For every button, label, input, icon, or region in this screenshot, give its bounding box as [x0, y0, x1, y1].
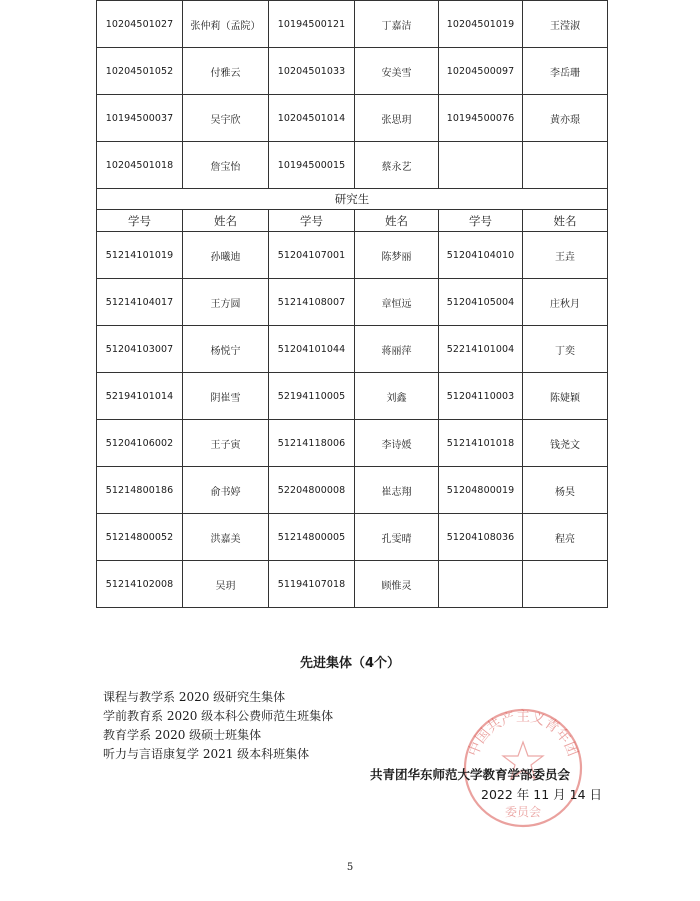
student-name: 章恒远	[355, 279, 439, 326]
student-name: 蔡永艺	[355, 142, 439, 189]
table-row	[97, 420, 608, 467]
student-id: 10194500076	[439, 95, 523, 142]
student-id: 51204101044	[269, 326, 355, 373]
student-id: 10204501052	[97, 48, 183, 95]
table-row	[97, 1, 608, 48]
student-name: 陈梦丽	[355, 232, 439, 279]
svg-text:委员会: 委员会	[504, 805, 542, 819]
student-id: 51204105004	[439, 279, 523, 326]
student-id: 10194500015	[269, 142, 355, 189]
student-name: 付雅云	[183, 48, 269, 95]
student-name: 张仲莉（孟院）	[183, 1, 269, 48]
student-id: 51204103007	[97, 326, 183, 373]
student-id: 10194500121	[269, 1, 355, 48]
student-id: 51214101018	[439, 420, 523, 467]
student-id: 10204501033	[269, 48, 355, 95]
student-name: 阴崔雪	[183, 373, 269, 420]
table-row	[97, 514, 608, 561]
student-id: 10204500097	[439, 48, 523, 95]
student-name: 陈婕颖	[523, 373, 608, 420]
student-id	[439, 561, 523, 608]
student-id: 10194500037	[97, 95, 183, 142]
student-id: 51204800019	[439, 467, 523, 514]
student-name: 詹宝怡	[183, 142, 269, 189]
student-id: 51214800005	[269, 514, 355, 561]
collective-list	[103, 688, 333, 764]
student-name: 李诗媛	[355, 420, 439, 467]
collective-item: 教育学系 2020 级硕士班集体	[103, 728, 262, 742]
student-name: 庄秋月	[523, 279, 608, 326]
student-name: 王垚	[523, 232, 608, 279]
student-id: 51204110003	[439, 373, 523, 420]
student-name: 洪嘉美	[183, 514, 269, 561]
student-name: 孙曦迪	[183, 232, 269, 279]
header-row	[97, 210, 608, 232]
header-name: 姓名	[523, 210, 608, 232]
student-name: 黄亦璟	[523, 95, 608, 142]
issue-date: 2022 年 11 月 14 日	[481, 787, 602, 802]
student-name: 王方圆	[183, 279, 269, 326]
student-name: 孔雯晴	[355, 514, 439, 561]
student-name: 顾惟灵	[355, 561, 439, 608]
student-id: 51214104017	[97, 279, 183, 326]
issuer-signature: 共青团华东师范大学教育学部委员会	[370, 767, 571, 782]
student-id: 51204108036	[439, 514, 523, 561]
section-label: 研究生	[97, 189, 608, 210]
student-name: 钱尧文	[523, 420, 608, 467]
roster-table	[96, 0, 608, 608]
student-name: 杨昊	[523, 467, 608, 514]
student-name: 吴玥	[183, 561, 269, 608]
student-id: 51214108007	[269, 279, 355, 326]
student-name	[523, 561, 608, 608]
student-name: 刘鑫	[355, 373, 439, 420]
official-seal-icon	[458, 690, 588, 830]
student-id	[439, 142, 523, 189]
student-id: 51214102008	[97, 561, 183, 608]
collective-item: 课程与教学系 2020 级研究生集体	[103, 690, 286, 704]
student-name: 丁嘉洁	[355, 1, 439, 48]
student-id: 10204501019	[439, 1, 523, 48]
student-name: 王滢淑	[523, 1, 608, 48]
student-id: 51204104010	[439, 232, 523, 279]
student-id: 52204800008	[269, 467, 355, 514]
student-id: 51204106002	[97, 420, 183, 467]
student-name: 蒋丽萍	[355, 326, 439, 373]
student-name: 张思玥	[355, 95, 439, 142]
student-name: 安美雪	[355, 48, 439, 95]
collective-item: 听力与言语康复学 2021 级本科班集体	[103, 747, 310, 761]
collective-item: 学前教育系 2020 级本科公费师范生班集体	[103, 709, 334, 723]
student-id: 52214101004	[439, 326, 523, 373]
student-name: 吴宇欣	[183, 95, 269, 142]
student-name: 李岳珊	[523, 48, 608, 95]
student-id: 51214800052	[97, 514, 183, 561]
table-row	[97, 279, 608, 326]
student-id: 10204501018	[97, 142, 183, 189]
student-id: 51214118006	[269, 420, 355, 467]
header-name: 姓名	[183, 210, 269, 232]
student-id: 10204501014	[269, 95, 355, 142]
student-id: 52194101014	[97, 373, 183, 420]
table-row	[97, 48, 608, 95]
section-row	[97, 189, 608, 210]
table-row	[97, 142, 608, 189]
student-name: 王子寅	[183, 420, 269, 467]
student-name: 丁奕	[523, 326, 608, 373]
table-row	[97, 373, 608, 420]
table-row	[97, 95, 608, 142]
header-student-id: 学号	[269, 210, 355, 232]
student-name: 程亮	[523, 514, 608, 561]
student-id: 52194110005	[269, 373, 355, 420]
student-name: 俞书婷	[183, 467, 269, 514]
student-id: 51204107001	[269, 232, 355, 279]
student-name: 杨悦宁	[183, 326, 269, 373]
student-id: 10204501027	[97, 1, 183, 48]
collective-title: 先进集体（4个）	[299, 656, 401, 671]
header-student-id: 学号	[439, 210, 523, 232]
student-name: 崔志翔	[355, 467, 439, 514]
table-row	[97, 326, 608, 373]
student-name	[523, 142, 608, 189]
student-id: 51214800186	[97, 467, 183, 514]
student-id: 51194107018	[269, 561, 355, 608]
header-name: 姓名	[355, 210, 439, 232]
page-number: 5	[346, 862, 354, 873]
header-student-id: 学号	[97, 210, 183, 232]
student-id: 51214101019	[97, 232, 183, 279]
table-row	[97, 232, 608, 279]
table-row	[97, 561, 608, 608]
svg-text:中国共产主义青年团: 中国共产主义青年团	[465, 709, 581, 759]
table-row	[97, 467, 608, 514]
